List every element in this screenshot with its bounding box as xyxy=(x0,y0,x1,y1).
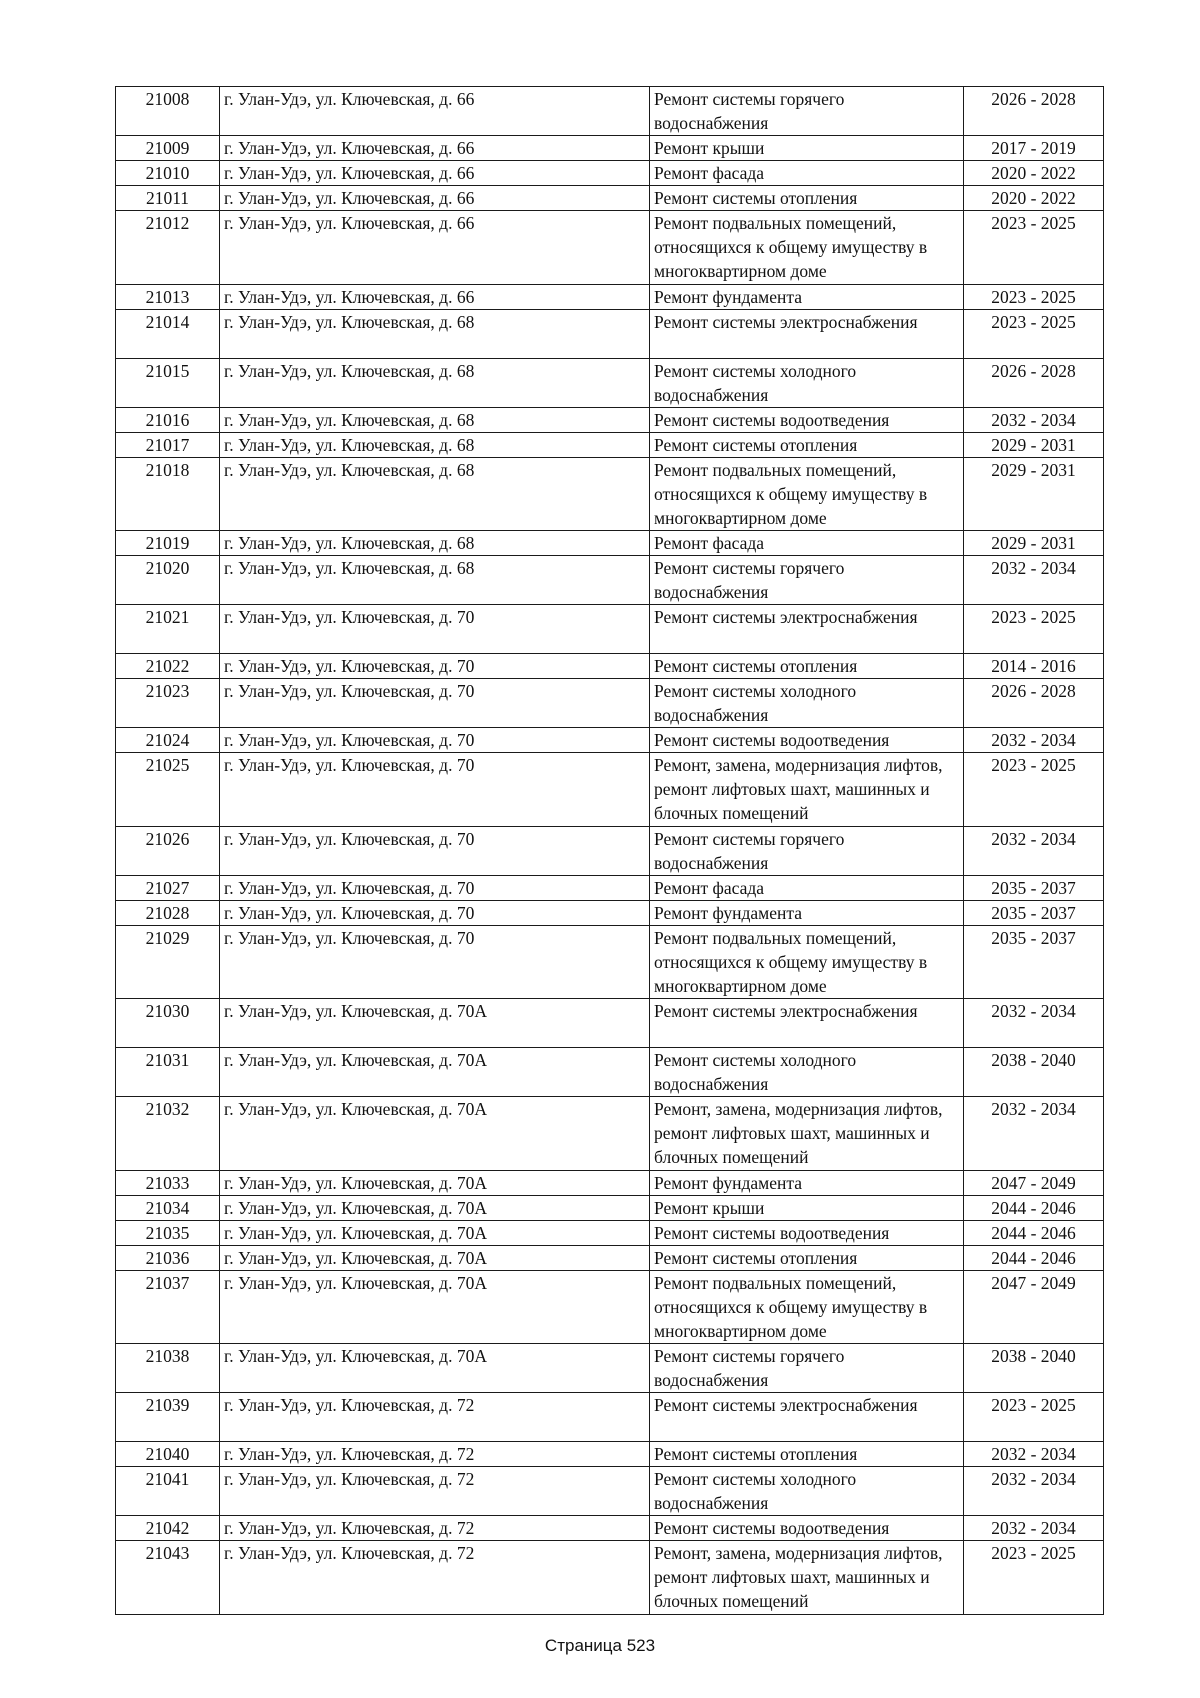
cell-period: 2017 - 2019 xyxy=(964,136,1104,161)
cell-period: 2029 - 2031 xyxy=(964,457,1104,531)
cell-work-type: Ремонт системы отопления xyxy=(650,432,964,457)
cell-work-type: Ремонт системы электроснабжения xyxy=(650,1393,964,1442)
cell-address: г. Улан-Удэ, ул. Ключевская, д. 66 xyxy=(220,87,650,136)
cell-address: г. Улан-Удэ, ул. Ключевская, д. 70А xyxy=(220,1048,650,1097)
table-row xyxy=(116,728,1104,753)
cell-address: г. Улан-Удэ, ул. Ключевская, д. 70А xyxy=(220,1344,650,1393)
cell-number: 21010 xyxy=(116,161,220,186)
cell-work-type: Ремонт системы горячего водоснабжения xyxy=(650,556,964,605)
table-row xyxy=(116,531,1104,556)
table-row xyxy=(116,432,1104,457)
cell-address: г. Улан-Удэ, ул. Ключевская, д. 70А xyxy=(220,1097,650,1171)
table-row xyxy=(116,457,1104,531)
table-row xyxy=(116,1245,1104,1270)
cell-period: 2047 - 2049 xyxy=(964,1170,1104,1195)
cell-period: 2026 - 2028 xyxy=(964,358,1104,407)
cell-address: г. Улан-Удэ, ул. Ключевская, д. 70А xyxy=(220,1270,650,1344)
cell-address: г. Улан-Удэ, ул. Ключевская, д. 70А xyxy=(220,1220,650,1245)
table-row xyxy=(116,186,1104,211)
cell-address: г. Улан-Удэ, ул. Ключевская, д. 72 xyxy=(220,1467,650,1516)
cell-number: 21023 xyxy=(116,679,220,728)
table-row xyxy=(116,211,1104,285)
cell-number: 21008 xyxy=(116,87,220,136)
cell-work-type: Ремонт подвальных помещений, относящихся к общему имуществу в многоквартирном доме xyxy=(650,211,964,285)
cell-work-type: Ремонт системы холодного водоснабжения xyxy=(650,1048,964,1097)
table-row xyxy=(116,1270,1104,1344)
cell-work-type: Ремонт системы отопления xyxy=(650,654,964,679)
cell-address: г. Улан-Удэ, ул. Ключевская, д. 68 xyxy=(220,407,650,432)
cell-number: 21031 xyxy=(116,1048,220,1097)
cell-period: 2032 - 2034 xyxy=(964,999,1104,1048)
cell-number: 21038 xyxy=(116,1344,220,1393)
cell-number: 21032 xyxy=(116,1097,220,1171)
cell-work-type: Ремонт системы водоотведения xyxy=(650,1516,964,1541)
cell-address: г. Улан-Удэ, ул. Ключевская, д. 68 xyxy=(220,531,650,556)
table-row xyxy=(116,1097,1104,1171)
table-row xyxy=(116,556,1104,605)
cell-number: 21037 xyxy=(116,1270,220,1344)
table-row xyxy=(116,1393,1104,1442)
cell-number: 21042 xyxy=(116,1516,220,1541)
cell-number: 21035 xyxy=(116,1220,220,1245)
cell-period: 2026 - 2028 xyxy=(964,87,1104,136)
table-row xyxy=(116,358,1104,407)
cell-number: 21026 xyxy=(116,826,220,875)
cell-period: 2023 - 2025 xyxy=(964,753,1104,827)
cell-address: г. Улан-Удэ, ул. Ключевская, д. 70 xyxy=(220,753,650,827)
cell-period: 2023 - 2025 xyxy=(964,284,1104,309)
cell-address: г. Улан-Удэ, ул. Ключевская, д. 68 xyxy=(220,556,650,605)
table-row xyxy=(116,1467,1104,1516)
cell-period: 2038 - 2040 xyxy=(964,1344,1104,1393)
table-row xyxy=(116,1516,1104,1541)
cell-number: 21040 xyxy=(116,1442,220,1467)
cell-period: 2044 - 2046 xyxy=(964,1220,1104,1245)
cell-address: г. Улан-Удэ, ул. Ключевская, д. 70 xyxy=(220,925,650,999)
cell-work-type: Ремонт крыши xyxy=(650,136,964,161)
cell-period: 2032 - 2034 xyxy=(964,728,1104,753)
cell-number: 21012 xyxy=(116,211,220,285)
cell-address: г. Улан-Удэ, ул. Ключевская, д. 68 xyxy=(220,432,650,457)
cell-period: 2029 - 2031 xyxy=(964,432,1104,457)
cell-period: 2023 - 2025 xyxy=(964,1393,1104,1442)
cell-period: 2032 - 2034 xyxy=(964,826,1104,875)
cell-work-type: Ремонт фундамента xyxy=(650,284,964,309)
cell-number: 21014 xyxy=(116,309,220,358)
cell-address: г. Улан-Удэ, ул. Ключевская, д. 72 xyxy=(220,1442,650,1467)
table-row xyxy=(116,1541,1104,1615)
table-row xyxy=(116,925,1104,999)
cell-work-type: Ремонт системы отопления xyxy=(650,1442,964,1467)
cell-period: 2038 - 2040 xyxy=(964,1048,1104,1097)
cell-work-type: Ремонт системы водоотведения xyxy=(650,1220,964,1245)
cell-address: г. Улан-Удэ, ул. Ключевская, д. 70 xyxy=(220,679,650,728)
cell-number: 21019 xyxy=(116,531,220,556)
cell-address: г. Улан-Удэ, ул. Ключевская, д. 68 xyxy=(220,358,650,407)
cell-work-type: Ремонт фасада xyxy=(650,875,964,900)
cell-period: 2026 - 2028 xyxy=(964,679,1104,728)
cell-work-type: Ремонт системы водоотведения xyxy=(650,728,964,753)
cell-period: 2032 - 2034 xyxy=(964,1516,1104,1541)
cell-address: г. Улан-Удэ, ул. Ключевская, д. 70 xyxy=(220,605,650,654)
cell-period: 2023 - 2025 xyxy=(964,605,1104,654)
cell-address: г. Улан-Удэ, ул. Ключевская, д. 68 xyxy=(220,457,650,531)
cell-number: 21016 xyxy=(116,407,220,432)
cell-work-type: Ремонт фундамента xyxy=(650,1170,964,1195)
cell-period: 2032 - 2034 xyxy=(964,1467,1104,1516)
table-row xyxy=(116,605,1104,654)
cell-work-type: Ремонт системы горячего водоснабжения xyxy=(650,1344,964,1393)
table-row xyxy=(116,407,1104,432)
cell-period: 2035 - 2037 xyxy=(964,925,1104,999)
cell-work-type: Ремонт системы горячего водоснабжения xyxy=(650,826,964,875)
cell-work-type: Ремонт системы электроснабжения xyxy=(650,605,964,654)
cell-address: г. Улан-Удэ, ул. Ключевская, д. 66 xyxy=(220,186,650,211)
repair-schedule-table xyxy=(115,86,1104,1615)
table-row xyxy=(116,309,1104,358)
cell-period: 2023 - 2025 xyxy=(964,309,1104,358)
table-row xyxy=(116,87,1104,136)
cell-work-type: Ремонт подвальных помещений, относящихся к общему имуществу в многоквартирном доме xyxy=(650,1270,964,1344)
cell-work-type: Ремонт фасада xyxy=(650,531,964,556)
cell-address: г. Улан-Удэ, ул. Ключевская, д. 66 xyxy=(220,211,650,285)
cell-period: 2047 - 2049 xyxy=(964,1270,1104,1344)
cell-number: 21021 xyxy=(116,605,220,654)
cell-work-type: Ремонт фундамента xyxy=(650,900,964,925)
cell-period: 2032 - 2034 xyxy=(964,1097,1104,1171)
cell-period: 2035 - 2037 xyxy=(964,900,1104,925)
cell-address: г. Улан-Удэ, ул. Ключевская, д. 68 xyxy=(220,309,650,358)
cell-number: 21022 xyxy=(116,654,220,679)
cell-work-type: Ремонт системы водоотведения xyxy=(650,407,964,432)
table-row xyxy=(116,284,1104,309)
table-row xyxy=(116,136,1104,161)
cell-address: г. Улан-Удэ, ул. Ключевская, д. 70 xyxy=(220,900,650,925)
table-row xyxy=(116,679,1104,728)
cell-work-type: Ремонт системы холодного водоснабжения xyxy=(650,358,964,407)
cell-period: 2044 - 2046 xyxy=(964,1245,1104,1270)
cell-address: г. Улан-Удэ, ул. Ключевская, д. 72 xyxy=(220,1541,650,1615)
cell-period: 2020 - 2022 xyxy=(964,186,1104,211)
cell-address: г. Улан-Удэ, ул. Ключевская, д. 66 xyxy=(220,136,650,161)
cell-number: 21030 xyxy=(116,999,220,1048)
cell-period: 2032 - 2034 xyxy=(964,556,1104,605)
cell-work-type: Ремонт фасада xyxy=(650,161,964,186)
cell-period: 2029 - 2031 xyxy=(964,531,1104,556)
cell-number: 21043 xyxy=(116,1541,220,1615)
cell-work-type: Ремонт системы электроснабжения xyxy=(650,309,964,358)
cell-work-type: Ремонт подвальных помещений, относящихся к общему имуществу в многоквартирном доме xyxy=(650,457,964,531)
cell-work-type: Ремонт системы горячего водоснабжения xyxy=(650,87,964,136)
cell-period: 2023 - 2025 xyxy=(964,211,1104,285)
table-row xyxy=(116,1442,1104,1467)
table-row xyxy=(116,1170,1104,1195)
table-row xyxy=(116,1344,1104,1393)
cell-period: 2035 - 2037 xyxy=(964,875,1104,900)
cell-address: г. Улан-Удэ, ул. Ключевская, д. 70А xyxy=(220,1170,650,1195)
cell-work-type: Ремонт системы отопления xyxy=(650,1245,964,1270)
table-row xyxy=(116,900,1104,925)
cell-number: 21034 xyxy=(116,1195,220,1220)
cell-number: 21024 xyxy=(116,728,220,753)
cell-number: 21020 xyxy=(116,556,220,605)
cell-period: 2032 - 2034 xyxy=(964,1442,1104,1467)
cell-address: г. Улан-Удэ, ул. Ключевская, д. 70 xyxy=(220,875,650,900)
cell-work-type: Ремонт системы отопления xyxy=(650,186,964,211)
cell-work-type: Ремонт, замена, модернизация лифтов, ремонт лифтовых шахт, машинных и блочных помещений xyxy=(650,753,964,827)
cell-number: 21029 xyxy=(116,925,220,999)
cell-period: 2014 - 2016 xyxy=(964,654,1104,679)
table-row xyxy=(116,654,1104,679)
cell-address: г. Улан-Удэ, ул. Ключевская, д. 70А xyxy=(220,999,650,1048)
cell-number: 21013 xyxy=(116,284,220,309)
cell-number: 21039 xyxy=(116,1393,220,1442)
table-row xyxy=(116,753,1104,827)
table-row xyxy=(116,999,1104,1048)
table-row xyxy=(116,161,1104,186)
cell-address: г. Улан-Удэ, ул. Ключевская, д. 72 xyxy=(220,1393,650,1442)
cell-period: 2032 - 2034 xyxy=(964,407,1104,432)
cell-number: 21009 xyxy=(116,136,220,161)
cell-address: г. Улан-Удэ, ул. Ключевская, д. 72 xyxy=(220,1516,650,1541)
table-row xyxy=(116,826,1104,875)
cell-address: г. Улан-Удэ, ул. Ключевская, д. 70А xyxy=(220,1245,650,1270)
table-body xyxy=(116,87,1104,1615)
cell-number: 21015 xyxy=(116,358,220,407)
cell-work-type: Ремонт системы электроснабжения xyxy=(650,999,964,1048)
table-row xyxy=(116,1048,1104,1097)
cell-period: 2020 - 2022 xyxy=(964,161,1104,186)
cell-period: 2044 - 2046 xyxy=(964,1195,1104,1220)
cell-work-type: Ремонт, замена, модернизация лифтов, ремонт лифтовых шахт, машинных и блочных помещений xyxy=(650,1541,964,1615)
cell-number: 21011 xyxy=(116,186,220,211)
table-row xyxy=(116,875,1104,900)
cell-period: 2023 - 2025 xyxy=(964,1541,1104,1615)
cell-number: 21036 xyxy=(116,1245,220,1270)
cell-work-type: Ремонт системы холодного водоснабжения xyxy=(650,679,964,728)
cell-number: 21027 xyxy=(116,875,220,900)
cell-address: г. Улан-Удэ, ул. Ключевская, д. 66 xyxy=(220,284,650,309)
cell-number: 21028 xyxy=(116,900,220,925)
cell-number: 21018 xyxy=(116,457,220,531)
cell-work-type: Ремонт системы холодного водоснабжения xyxy=(650,1467,964,1516)
table-row xyxy=(116,1195,1104,1220)
cell-address: г. Улан-Удэ, ул. Ключевская, д. 70А xyxy=(220,1195,650,1220)
cell-address: г. Улан-Удэ, ул. Ключевская, д. 70 xyxy=(220,654,650,679)
cell-address: г. Улан-Удэ, ул. Ключевская, д. 66 xyxy=(220,161,650,186)
cell-number: 21041 xyxy=(116,1467,220,1516)
page-number: Страница 523 xyxy=(544,1636,656,1655)
cell-work-type: Ремонт, замена, модернизация лифтов, ремонт лифтовых шахт, машинных и блочных помещений xyxy=(650,1097,964,1171)
table-row xyxy=(116,1220,1104,1245)
cell-work-type: Ремонт крыши xyxy=(650,1195,964,1220)
cell-number: 21017 xyxy=(116,432,220,457)
cell-address: г. Улан-Удэ, ул. Ключевская, д. 70 xyxy=(220,728,650,753)
cell-number: 21025 xyxy=(116,753,220,827)
cell-work-type: Ремонт подвальных помещений, относящихся к общему имуществу в многоквартирном доме xyxy=(650,925,964,999)
cell-address: г. Улан-Удэ, ул. Ключевская, д. 70 xyxy=(220,826,650,875)
cell-number: 21033 xyxy=(116,1170,220,1195)
